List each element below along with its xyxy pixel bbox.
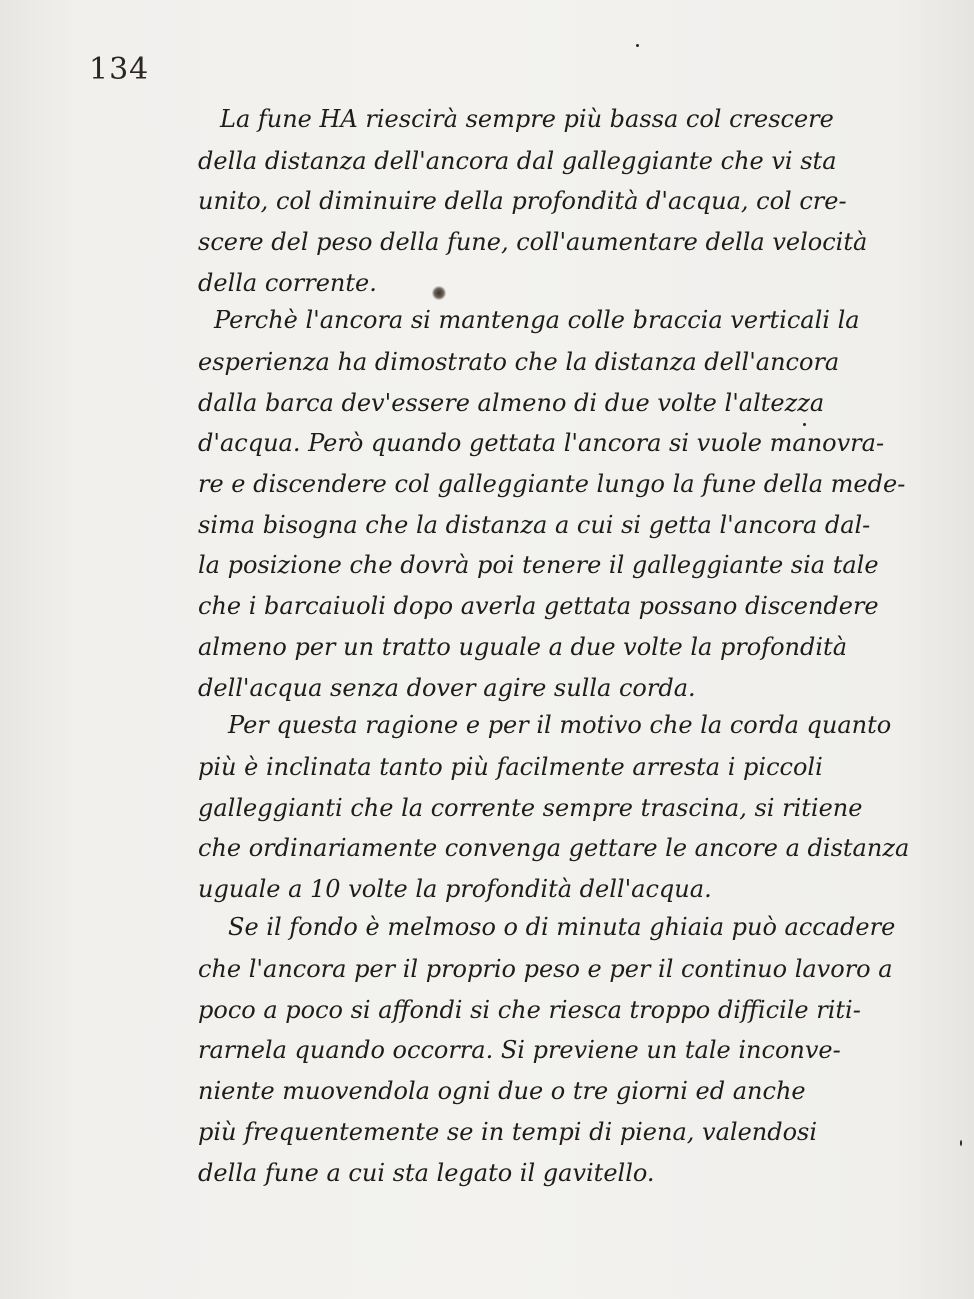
text-line: rarnela quando occorra. Si previene un tale inconve-	[198, 1036, 841, 1064]
text-line: niente muovendola ogni due o tre giorni ed anche	[198, 1077, 806, 1105]
text-line: La fune HA riescirà sempre più bassa col crescere	[220, 105, 834, 133]
text-line: almeno per un tratto uguale a due volte la profondità	[198, 633, 848, 661]
text-line: poco a poco si affondi si che riesca troppo difficile riti-	[198, 996, 861, 1024]
text-line: della fune a cui sta legato il gavitello.	[198, 1159, 655, 1187]
text-line: più frequentemente se in tempi di piena, valendosi	[198, 1118, 818, 1146]
text-line: la posizione che dovrà poi tenere il galleggiante sia tale	[198, 551, 879, 579]
text-line: che ordinariamente convenga gettare le ancore a distanza	[198, 834, 910, 862]
text-line: della corrente.	[198, 269, 377, 297]
ink-speck	[636, 44, 639, 47]
text-line: Se il fondo è melmoso o di minuta ghiaia può accadere	[228, 913, 896, 941]
text-line: che i barcaiuoli dopo averla gettata possano discendere	[198, 592, 879, 620]
text-line: uguale a 10 volte la profondità dell'acqua.	[198, 875, 712, 903]
text-line: re e discendere col galleggiante lungo la fune della mede-	[198, 470, 906, 498]
text-line: esperienza ha dimostrato che la distanza dell'ancora	[198, 348, 840, 376]
text-line: Per questa ragione e per il motivo che la corda quanto	[228, 711, 892, 739]
text-line: più è inclinata tanto più facilmente arresta i piccoli	[198, 753, 823, 781]
ink-speck	[960, 1140, 962, 1146]
ink-speck	[803, 423, 806, 426]
page-number: 134	[89, 52, 150, 87]
text-line: scere del peso della fune, coll'aumentare della velocità	[198, 228, 868, 256]
text-line: sima bisogna che la distanza a cui si getta l'ancora dal-	[198, 511, 871, 539]
text-line: della distanza dell'ancora dal galleggiante che vi sta	[198, 147, 837, 175]
text-line: Perchè l'ancora si mantenga colle braccia verticali la	[214, 306, 860, 334]
ink-blot	[432, 286, 446, 300]
text-line: galleggianti che la corrente sempre trascina, si ritiene	[198, 794, 863, 822]
text-line: dell'acqua senza dover agire sulla corda.	[198, 674, 696, 702]
text-line: che l'ancora per il proprio peso e per il continuo lavoro a	[198, 955, 893, 983]
text-line: dalla barca dev'essere almeno di due volte l'altezza	[198, 389, 825, 417]
text-line: d'acqua. Però quando gettata l'ancora si vuole manovra-	[198, 429, 885, 457]
text-line: unito, col diminuire della profondità d'acqua, col cre-	[198, 187, 847, 215]
